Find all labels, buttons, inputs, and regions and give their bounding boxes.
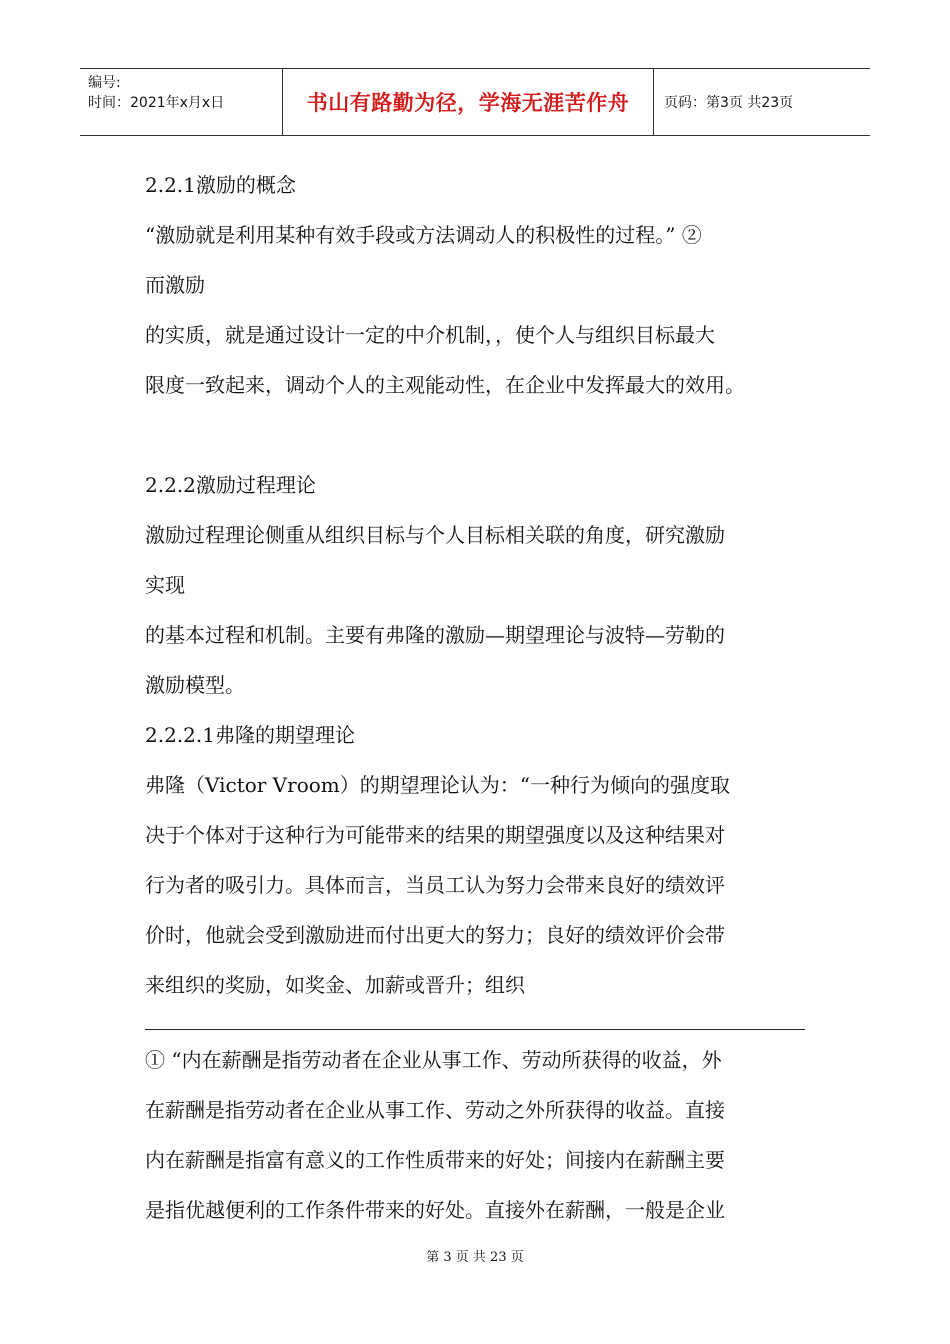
paragraph-line: 而激励 (145, 273, 205, 297)
footnote-line: 在薪酬是指劳动者在企业从事工作、劳动之外所获得的收益。直接 (145, 1098, 725, 1122)
paragraph-line: 限度一致起来，调动个人的主观能动性，在企业中发挥最大的效用。 (145, 373, 745, 397)
page-header (80, 68, 870, 136)
header-page-info: 页码：第3页 共23页 (664, 95, 794, 111)
paragraph-line: 弗隆（Victor Vroom）的期望理论认为：“一种行为倾向的强度取 (145, 773, 730, 797)
footnote-block (145, 1035, 815, 1235)
paragraph-line: 的基本过程和机制。主要有弗隆的激励—期望理论与波特—劳勒的 (145, 623, 725, 647)
subsection-heading: 2.2.2.1弗隆的期望理论 (145, 723, 355, 747)
header-time-label: 时间：2021年x月x日 (88, 95, 225, 111)
paragraph-line: 激励模型。 (145, 673, 245, 697)
paragraph-line: 决于个体对于这种行为可能带来的结果的期望强度以及这种结果对 (145, 823, 725, 847)
section-heading: 2.2.1激励的概念 (145, 173, 296, 197)
paragraph-gap (145, 410, 815, 460)
section-heading: 2.2.2激励过程理论 (145, 473, 316, 497)
paragraph-line: “激励就是利用某种有效手段或方法调动人的积极性的过程。” ② (145, 223, 702, 247)
footnote-line: ① “内在薪酬是指劳动者在企业从事工作、劳动所获得的收益，外 (145, 1048, 722, 1072)
document-body (145, 160, 815, 1235)
paragraph-line: 的实质，就是通过设计一定的中介机制，，使个人与组织目标最大 (145, 323, 715, 347)
paragraph-line: 行为者的吸引力。具体而言，当员工认为努力会带来良好的绩效评 (145, 873, 725, 897)
header-meta (80, 69, 282, 135)
paragraph-line: 激励过程理论侧重从组织目标与个人目标相关联的角度，研究激励 (145, 523, 725, 547)
footnote-line: 内在薪酬是指富有意义的工作性质带来的好处；间接内在薪酬主要 (145, 1148, 725, 1172)
paragraph-line: 实现 (145, 573, 185, 597)
header-motto: 书山有路勤为径，学海无涯苦作舟 (282, 69, 654, 135)
paragraph-line: 价时，他就会受到激励进而付出更大的努力；良好的绩效评价会带 (145, 923, 725, 947)
footnote-divider (145, 1029, 805, 1030)
header-number-label: 编号: (88, 75, 121, 91)
footnote-line: 是指优越便利的工作条件带来的好处。直接外在薪酬，一般是企业 (145, 1198, 725, 1222)
page-footer: 第 3 页 共 23 页 (426, 1250, 524, 1265)
paragraph-line: 来组织的奖励，如奖金、加薪或晋升；组织 (145, 973, 525, 997)
